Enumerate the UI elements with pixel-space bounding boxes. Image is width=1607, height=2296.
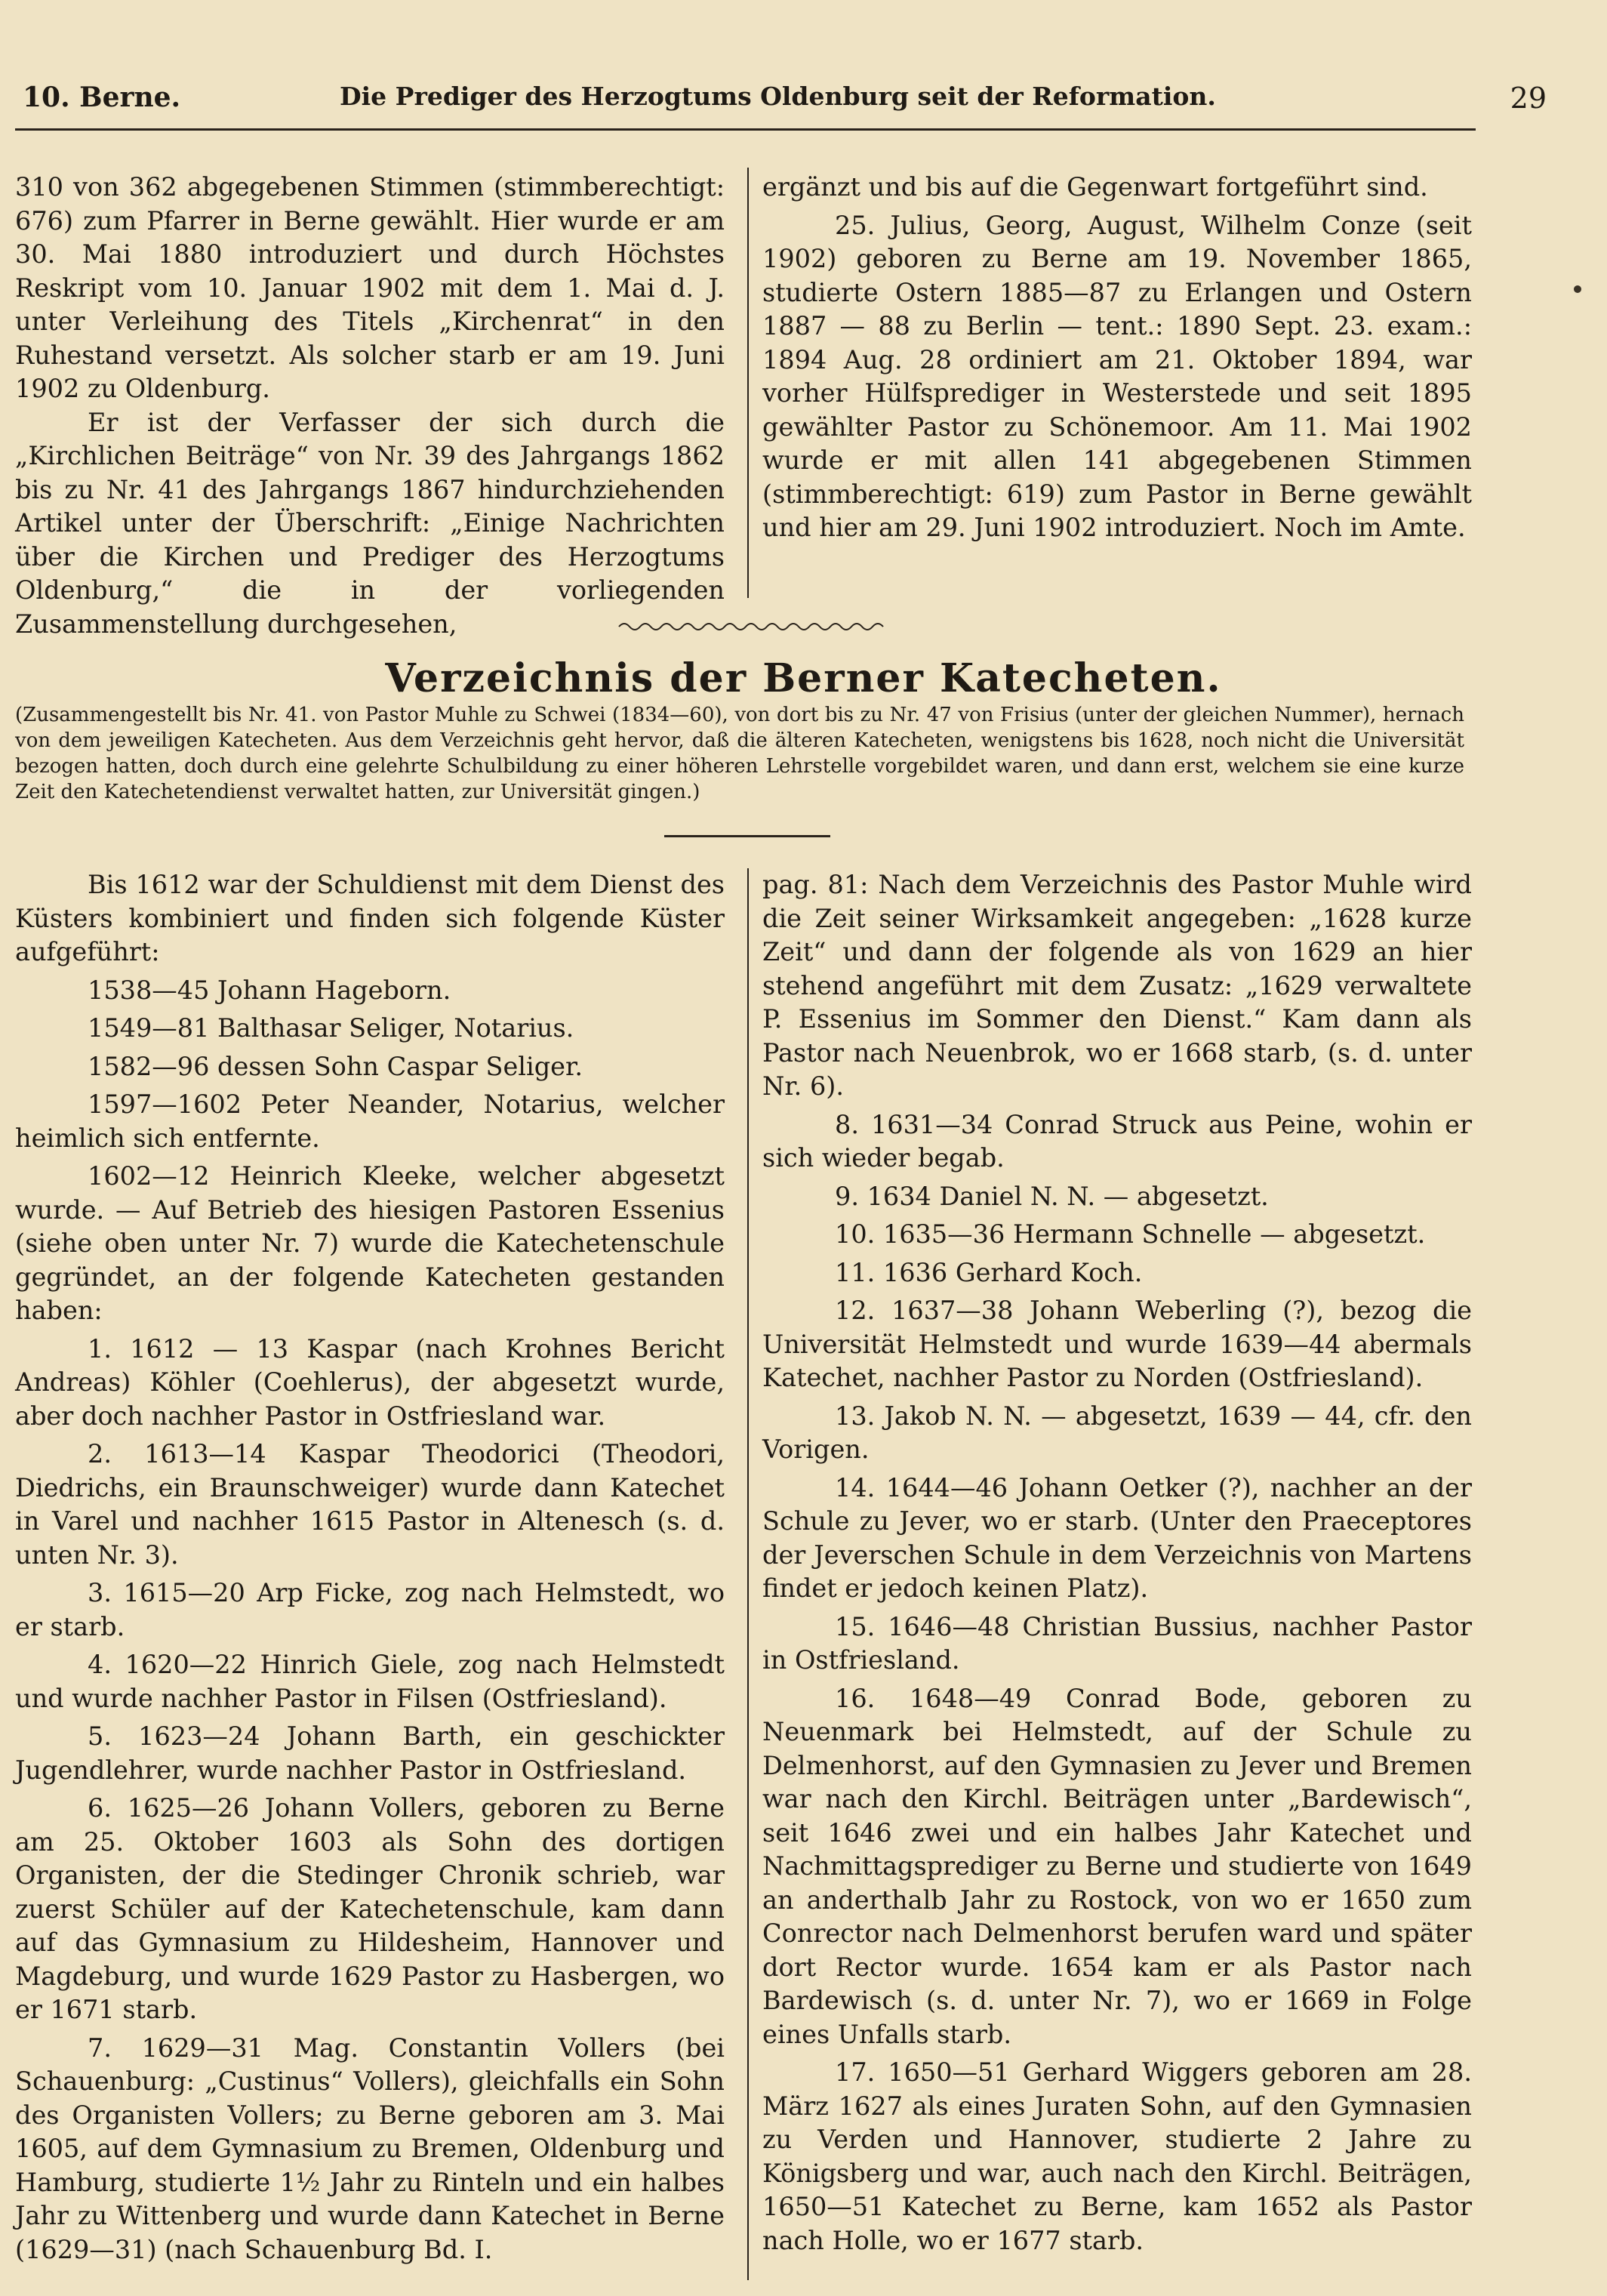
list-item: 1. 1612 — 13 Kaspar (nach Krohnes Bericht Andreas) Köhler (Coehlerus), der abgesetzt wurde, aber doch nachher Pastor in Ostfriesland war. — [15, 1333, 725, 1431]
running-title: Die Prediger des Herzogtums Oldenburg seit der Reformation. — [340, 82, 1216, 111]
list-item: 7. 1629—31 Mag. Constantin Vollers (bei Schauenburg: „Custinus“ Vollers), gleichfalls ein Sohn des Organisten Vollers; zu Berne geboren am 3. Mai 1605, auf dem Gymnasium zu Bremen, Oldenburg und Hamburg, studierte 1½ Jahr zu Rinteln und ein halbes Jahr zu Wittenberg und wurde dann Katechet in Berne (1629—31) (nach Schauenburg Bd. I. — [15, 2032, 725, 2264]
list-item: 12. 1637—38 Johann Weberling (?), bezog die Universität Helmstedt und wurde 1639—44 abermals Katechet, nachher Pastor zu Norden (Ostfriesland). — [762, 1296, 1472, 1392]
section-header: 10. Berne. — [23, 82, 181, 113]
list-item: 9. 1634 Daniel N. N. — abgesetzt. — [835, 1181, 1269, 1211]
list-item: 11. 1636 Gerhard Koch. — [835, 1257, 1143, 1287]
list-item: 5. 1623—24 Johann Barth, ein geschickter Jugendlehrer, wurde nachher Pastor in Ostfriesland. — [15, 1721, 725, 1785]
section-subtitle: (Zusammengestellt bis Nr. 41. von Pastor Muhle zu Schwei (1834—60), von dort bis zu Nr. 47 von Frisius (unter der gleichen Nummer), hernach von dem jeweiligen Katecheten. Aus dem Verzeichnis geht hervor, daß die älteren Katecheten, wenigstens bis 1628, noch nicht die Universität bezogen hatten, doch durch eine gelehrte Schulbildung zu einer höheren Lehrstelle vorgebildet waren, und dann erst, welchem sie eine kurze Zeit den Katechetendienst verwaltet hatten, zur Universität gingen.) — [15, 704, 1464, 803]
list-item: 4. 1620—22 Hinrich Giele, zog nach Helmstedt und wurde nachher Pastor in Filsen (Ostfriesland). — [15, 1650, 725, 1713]
paragraph: pag. 81: Nach dem Verzeichnis des Pastor Muhle wird die Zeit seiner Wirksamkeit angegeben: „1628 kurze Zeit“ und dann der folgende als von 1629 an hier stehend angeführt mit dem Zusatz: „1629 verwaltete P. Essenius im Sommer den Dienst.“ Kam dann als Pastor nach Neuenbrok, wo er 1668 starb, (s. d. unter Nr. 6). — [762, 870, 1472, 1101]
list-item: 8. 1631—34 Conrad Struck aus Peine, wohin er sich wieder begab. — [762, 1109, 1472, 1173]
list-item: 2. 1613—14 Kaspar Theodorici (Theodori, Diedrichs, ein Braunschweiger) wurde dann Katechet in Varel und nachher 1615 Pastor in Altenesch (s. d. unten Nr. 3). — [15, 1439, 725, 1570]
list-item: 1549—81 Balthasar Seliger, Notarius. — [88, 1013, 574, 1043]
list-item: 17. 1650—51 Gerhard Wiggers geboren am 28. März 1627 als eines Juraten Sohn, auf den Gymnasien zu Verden und Hannover, studierte 2 Jahre zu Königsberg und war, auch nach den Kirchl. Beiträgen, 1650—51 Katechet zu Berne, kam 1652 als Pastor nach Holle, wo er 1677 starb. — [762, 2057, 1472, 2255]
paragraph: ergänzt und bis auf die Gegenwart fortgeführt sind. — [762, 172, 1428, 202]
list-item: 3. 1615—20 Arp Ficke, zog nach Helmstedt, wo er starb. — [15, 1578, 725, 1641]
list-item: 13. Jakob N. N. — abgesetzt, 1639 — 44, cfr. den Vorigen. — [762, 1401, 1472, 1464]
ornament-divider — [619, 619, 891, 634]
list-item: 16. 1648—49 Conrad Bode, geboren zu Neuenmark bei Helmstedt, auf der Schule zu Delmenhorst, auf den Gymnasien zu Jever und Bremen war nach den Kirchl. Beiträgen unter „Bardewisch“, seit 1646 zwei und ein halbes Jahr Katechet und Nachmittagsprediger zu Berne und studierte von 1649 an anderthalb Jahr zu Rostock, von wo er 1650 zum Conrector nach Delmenhorst berufen ward und später dort Rector wurde. 1654 kam er als Pastor nach Bardewisch (s. d. unter Nr. 7), wo er 1669 in Folge eines Unfalls starb. — [762, 1683, 1472, 2049]
list-item: 1582—96 dessen Sohn Caspar Seliger. — [88, 1051, 583, 1081]
page-number: 29 — [1510, 82, 1547, 115]
bottom-left-column — [15, 868, 725, 2280]
list-item: 1602—12 Heinrich Kleeke, welcher abgesetzt wurde. — Auf Betrieb des hiesigen Pastoren Essenius (siehe oben unter Nr. 7) wurde die Katechetenschule gegründet, an der folgende Katecheten gestanden haben: — [15, 1161, 725, 1325]
top-right-column — [762, 171, 1472, 601]
list-item: 1597—1602 Peter Neander, Notarius, welcher heimlich sich entfernte. — [15, 1089, 725, 1153]
column-divider — [747, 168, 749, 598]
column-divider — [747, 868, 749, 2280]
bottom-right-column — [762, 868, 1472, 2280]
paragraph: 25. Julius, Georg, August, Wilhelm Conze (seit 1902) geboren zu Berne am 19. November 1865, studierte Ostern 1885—87 zu Erlangen und Ostern 1887 — 88 zu Berlin — tent.: 1890 Sept. 23. exam.: 1894 Aug. 28 ordiniert am 21. Oktober 1894, war vorher Hülfsprediger in Westerstede und seit 1895 gewählter Pastor zu Schönemoor. Am 11. Mai 1902 wurde er mit allen 141 abgegebenen Stimmen (stimmberechtigt: 619) zum Pastor in Berne gewählt und hier am 29. Juni 1902 introduziert. Noch im Amte. — [762, 210, 1472, 542]
paragraph: Er ist der Verfasser der sich durch die „Kirchlichen Beiträge“ von Nr. 39 des Jahrgangs 1862 bis zu Nr. 41 des Jahrgangs 1867 hindurchziehenden Artikel unter der Überschrift: „Einige Nachrichten über die Kirchen und Prediger des Herzogtums Oldenburg,“ die in der vorliegenden Zusammenstellung durchgesehen, — [15, 407, 725, 639]
header-rule — [15, 128, 1476, 131]
top-left-column — [15, 171, 725, 639]
list-item: 10. 1635—36 Hermann Schnelle — abgesetzt. — [835, 1219, 1426, 1249]
paragraph: 310 von 362 abgegebenen Stimmen (stimmberechtigt: 676) zum Pfarrer in Berne gewählt. Hier wurde er am 30. Mai 1880 introduziert und durch Höchstes Reskript vom 10. Januar 1902 mit dem 1. Mai d. J. unter Verleihung des Titels „Kirchenrat“ in den Ruhestand versetzt. Als solcher starb er am 19. Juni 1902 zu Oldenburg. — [15, 172, 725, 403]
section-title: Verzeichnis der Berner Katecheten. — [385, 655, 1222, 701]
list-item: 1538—45 Johann Hageborn. — [88, 975, 451, 1005]
paragraph: Bis 1612 war der Schuldienst mit dem Dienst des Küsters kombiniert und finden sich folgende Küster aufgeführt: — [15, 870, 725, 966]
list-item: 15. 1646—48 Christian Bussius, nachher Pastor in Ostfriesland. — [762, 1611, 1472, 1675]
short-divider — [664, 835, 830, 837]
list-item: 14. 1644—46 Johann Oetker (?), nachher an der Schule zu Jever, wo er starb. (Unter den Praeceptores der Jeverschen Schule in dem Verzeichnis von Martens findet er jedoch keinen Platz). — [762, 1472, 1472, 1603]
ink-dot — [1574, 285, 1581, 293]
list-item: 6. 1625—26 Johann Vollers, geboren zu Berne am 25. Oktober 1603 als Sohn des dortigen Organisten, der die Stedinger Chronik schrieb, war zuerst Schüler auf der Katechetenschule, kam dann auf das Gymnasium zu Hildesheim, Hannover und Magdeburg, und wurde 1629 Pastor zu Hasbergen, wo er 1671 starb. — [15, 1793, 725, 2024]
